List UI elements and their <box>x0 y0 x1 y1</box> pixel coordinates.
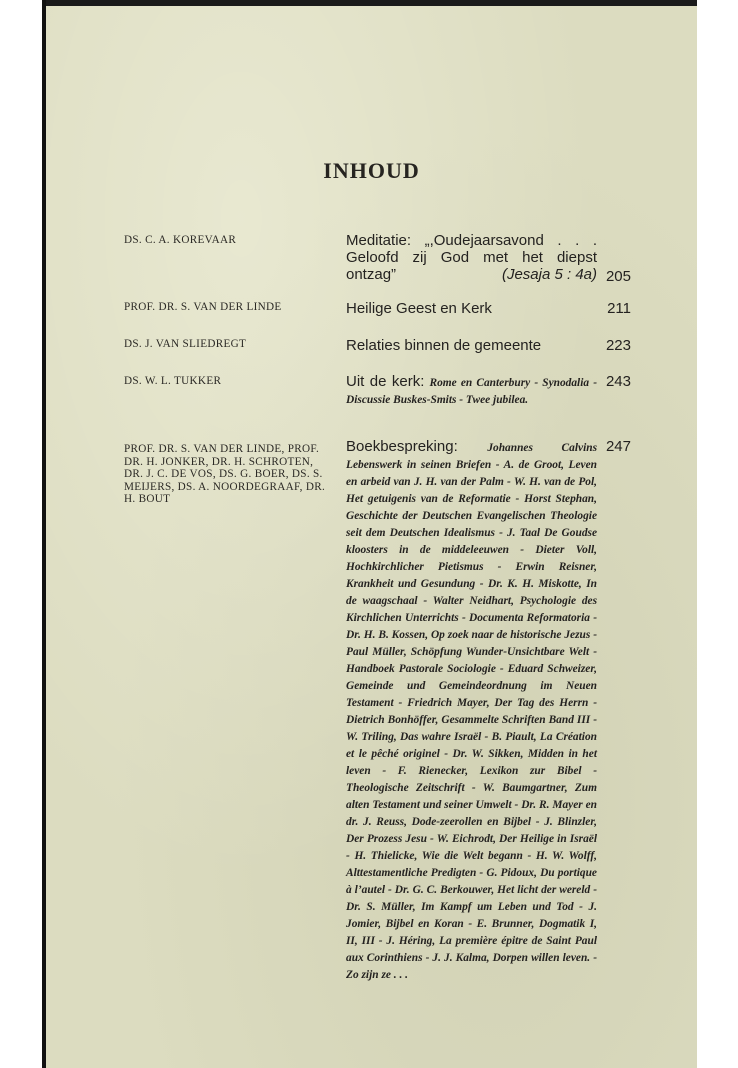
entry-title <box>346 337 597 355</box>
page-title: INHOUD <box>323 158 420 183</box>
entry-title-text: Heilige Geest en Kerk <box>346 300 492 317</box>
entry-subtitle: Johannes Calvins Lebenswerk in seinen Briefen - A. de Groot, Leven en arbeid van J. H. van der Palm - W. H. van de Pol, Het getuigenis van de Reformatie - Horst Stephan, Geschichte der Deutschen Evangelischen Theologie seit dem Deutschen Idealismus - J. Taal De Goudse kloosters in de middeleeuwen - Dieter Voll, Hochkirchlicher Pietismus - Erwin Reisner, Krankheit und Gesundung - Dr. K. H. Miskotte, In de waagschaal - Walter Neidhart, Psychologie des Kirchlichen Unterrichts - Documenta Reformatoria - Dr. H. B. Kossen, Op zoek naar de historische Jezus - Paul Müller, Schöpfung Wunder-Unsichtbare Welt - Handboek Pastorale Sociologie - Eduard Schweizer, Gemeinde und Gemeindeordnung im Neuen Testament - Friedrich Mayer, Der Tag des Herrn - Dietrich Bonhöffer, Gesammelte Schriften Band III - W. Triling, Das wahre Israël - B. Piault, La Création et le pêché originel - Dr. W. Sikken, Midden in het leven - F. Rienecker, Lexikon zur Bibel - Theologische Zeitschrift - W. Baumgartner, Zum alten Testament und seiner Umwelt - Dr. R. Mayer en dr. J. Reuss, Dode-zeerollen en Bijbel - J. Blinzler, Der Prozess Jesu - W. Eichrodt, Der Heilige in Israël - H. Thielicke, Wie die Welt begann - H. W. Wolff, Alttestamentliche Predigten - G. Pidoux, Du portique à l’autel - Dr. G. C. Berkouwer, Het licht der wereld - Dr. S. Müller, Im Kampf um Leben und Tod - J. Jomier, Bijbel en Koran - E. Brunner, Dogmatik I, II, III - J. Héring, La première épitre de Saint Paul aux Corinthiens - J. J. Kalma, Dorpen willen leven. - Zo zijn ze . . . <box>346 442 597 981</box>
entry-title <box>346 438 597 983</box>
entry-author: DS. J. VAN SLIEDREGT <box>124 338 247 350</box>
entry-author: DS. W. L. TUKKER <box>124 375 222 387</box>
entry-author: PROF. DR. S. VAN DER LINDE, PROF. DR. H. JONKER, DR. H. SCHROTEN, DR. J. C. DE VOS, DS. G. BOER, DS. S. MEIJERS, DS. A. NOORDEGRAAF, DR. H. BOUT <box>124 443 326 506</box>
entry-title <box>346 300 597 318</box>
entry-subtitle: Rome en Canterbury - Synodalia - Discussie Buskes-Smits - Twee jubilea. <box>346 377 598 406</box>
entry-title-text: Meditatie: „,Oudejaarsavond . . . Geloofd zij God met het diepst ontzag” <box>346 232 597 283</box>
entry-author: DS. C. A. KOREVAAR <box>124 234 237 246</box>
entry-title <box>346 232 597 283</box>
entry-author: PROF. DR. S. VAN DER LINDE <box>124 301 282 313</box>
entry-page-number: 223 <box>605 337 631 354</box>
entry-title-text: Relaties binnen de gemeente <box>346 337 542 354</box>
entry-title <box>346 373 597 408</box>
entry-page-number: 247 <box>605 438 631 455</box>
entry-page-number: 205 <box>605 268 631 285</box>
entry-title-text: Uit de kerk: <box>346 373 425 390</box>
contents-page <box>46 6 697 1068</box>
entry-page-number: 211 <box>607 300 631 317</box>
entry-title-text: Boekbespreking: <box>346 438 458 455</box>
entry-reference: (Jesaja 5 : 4a) <box>501 266 597 283</box>
entry-page-number: 243 <box>605 373 631 390</box>
